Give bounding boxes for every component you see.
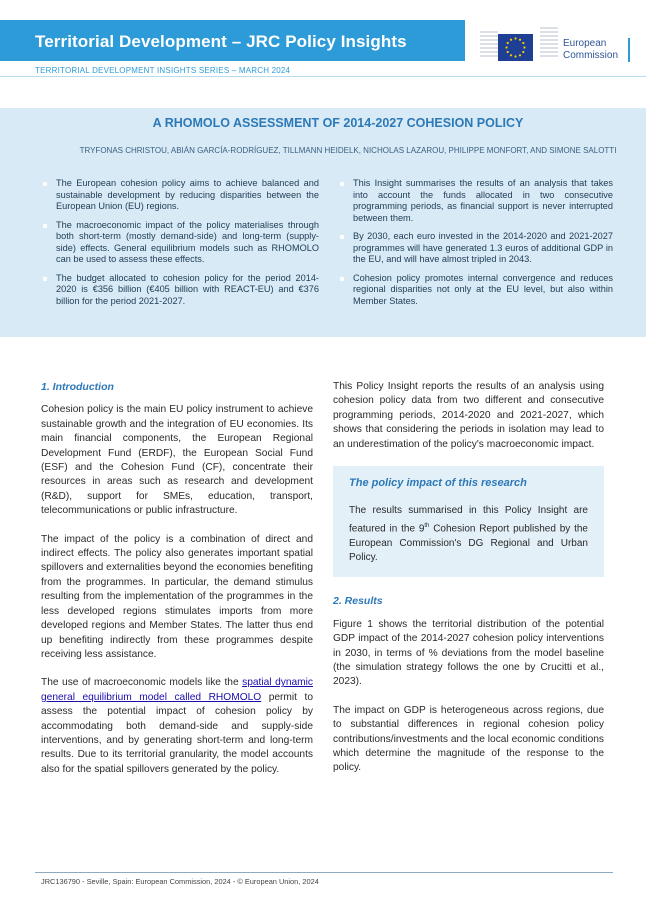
policy-impact-text: The results summarised in this Policy Insight are featured in the 9th Cohesion Report published by the European Commission's DG Regional and Urban Policy. xyxy=(349,505,588,563)
policy-impact-title: The policy impact of this research xyxy=(349,477,527,490)
intro-paragraph: The impact of the policy is a combination of direct and indirect effects. The policy also generates important spatial spillovers and externalities beyond the economies benefiting from the programmes. In particular, the demand stimulus resulting from the implementation of the programmes in the less developed regions stimulates imports from more developed regions and Member States. The latter thus end up benefiting indirectly from these programmes despite receiving less assistance. xyxy=(41,533,313,660)
left-column xyxy=(41,380,313,791)
summary-bullet: The macroeconomic impact of the policy materialises through both short-term (mostly demand-side) and long-term (supply-side) effects. General equilibrium models such as RHOMOLO can be used to assess these effects. xyxy=(41,220,319,266)
section-heading-introduction: 1. Introduction xyxy=(41,381,114,393)
series-divider xyxy=(0,76,646,77)
series-label: TERRITORIAL DEVELOPMENT INSIGHTS SERIES – MARCH 2024 xyxy=(35,66,291,75)
document-title: A RHOMOLO ASSESSMENT OF 2014-2027 COHESION POLICY xyxy=(152,116,524,130)
right-column xyxy=(333,380,604,790)
rhomolo-model-link[interactable]: spatial dynamic general equilibrium model called RHOMOLO xyxy=(41,677,314,703)
policy-impact-box xyxy=(333,466,604,577)
summary-bullet: Cohesion policy promotes internal convergence and reduces regional disparities not only at the EU level, but also within Member States. xyxy=(338,273,613,308)
results-paragraph: The impact on GDP is heterogeneous across regions, due to substantial differences in regional cohesion policy contributions/investments and the local economic conditions which determine the magnitude of the response to the policy. xyxy=(333,704,604,774)
body-paragraph: This Policy Insight reports the results of an analysis using cohesion policy data from two different and consecutive programming periods, 2014-2020 and 2021-2027, which shows that considering the periods in isolation may lead to an underestimation of the policy's macroeconomic impact. xyxy=(333,381,604,450)
footer-divider xyxy=(35,872,613,873)
summary-bullet: By 2030, each euro invested in the 2014-2020 and 2021-2027 programmes will have generated 1.3 euros of additional GDP in the EU, and will have almost tripled in 2043. xyxy=(338,231,613,266)
intro-paragraph: The use of macroeconomic models like the spatial dynamic general equilibrium model called RHOMOLO permit to assess the potential impact of cohesion policy by accommodating both demand-side and supply-side interventions, and by generating short-term and long-term results. Due to its territorial granularity, the model accounts also for the spatial spillovers generated by the policy. xyxy=(41,677,314,775)
intro-paragraph: Cohesion policy is the main EU policy instrument to achieve sustainable growth and the integration of EU economies. Its main financial components, the European Regional Development Fund (ERDF), the European Social Fund (ESF) and the Cohesion Fund (CF), concentrate their resources in areas such as research and development (R&D), support for SMEs, education, transport, telecommunications or public infrastructure. xyxy=(41,404,313,517)
section-heading-results: 2. Results xyxy=(333,595,383,608)
summary-bullet: This Insight summarises the results of an analysis that takes into account the funds allocated in two consecutive programming periods, as financial support is never interrupted between them. xyxy=(338,178,613,224)
summary-bullet: The European cohesion policy aims to achieve balanced and sustainable development by reducing disparities between the European Union (EU) regions. xyxy=(41,178,319,213)
european-commission-wordmark: European Commission xyxy=(563,38,619,61)
summary-bullets-right xyxy=(338,178,613,314)
logo-accent-line xyxy=(628,38,630,62)
page-header-title: Territorial Development – JRC Policy Insights xyxy=(35,32,407,51)
authors-line: TRYFONAS CHRISTOU, ABIÁN GARCÍA-RODRÍGUEZ, TILLMANN HEIDELK, NICHOLAS LAZAROU, PHILIPPE MONFORT, AND SIMONE SALOTTI xyxy=(79,146,617,155)
results-paragraph: Figure 1 shows the territorial distribution of the potential GDP impact of the 2014-2027 cohesion policy interventions in 2030, in terms of % deviations from the model baseline (the simulation strategy follows the one by Crucitti et al., 2023). xyxy=(333,618,604,688)
summary-bullets-left xyxy=(41,178,319,314)
summary-bullet: The budget allocated to cohesion policy for the period 2014-2020 is €356 billion (€405 billion with REACT-EU) and €376 billion for the period 2021-2027. xyxy=(41,273,319,308)
footer-text: JRC136790 - Seville, Spain: European Commission, 2024 - © European Union, 2024 xyxy=(41,877,319,886)
